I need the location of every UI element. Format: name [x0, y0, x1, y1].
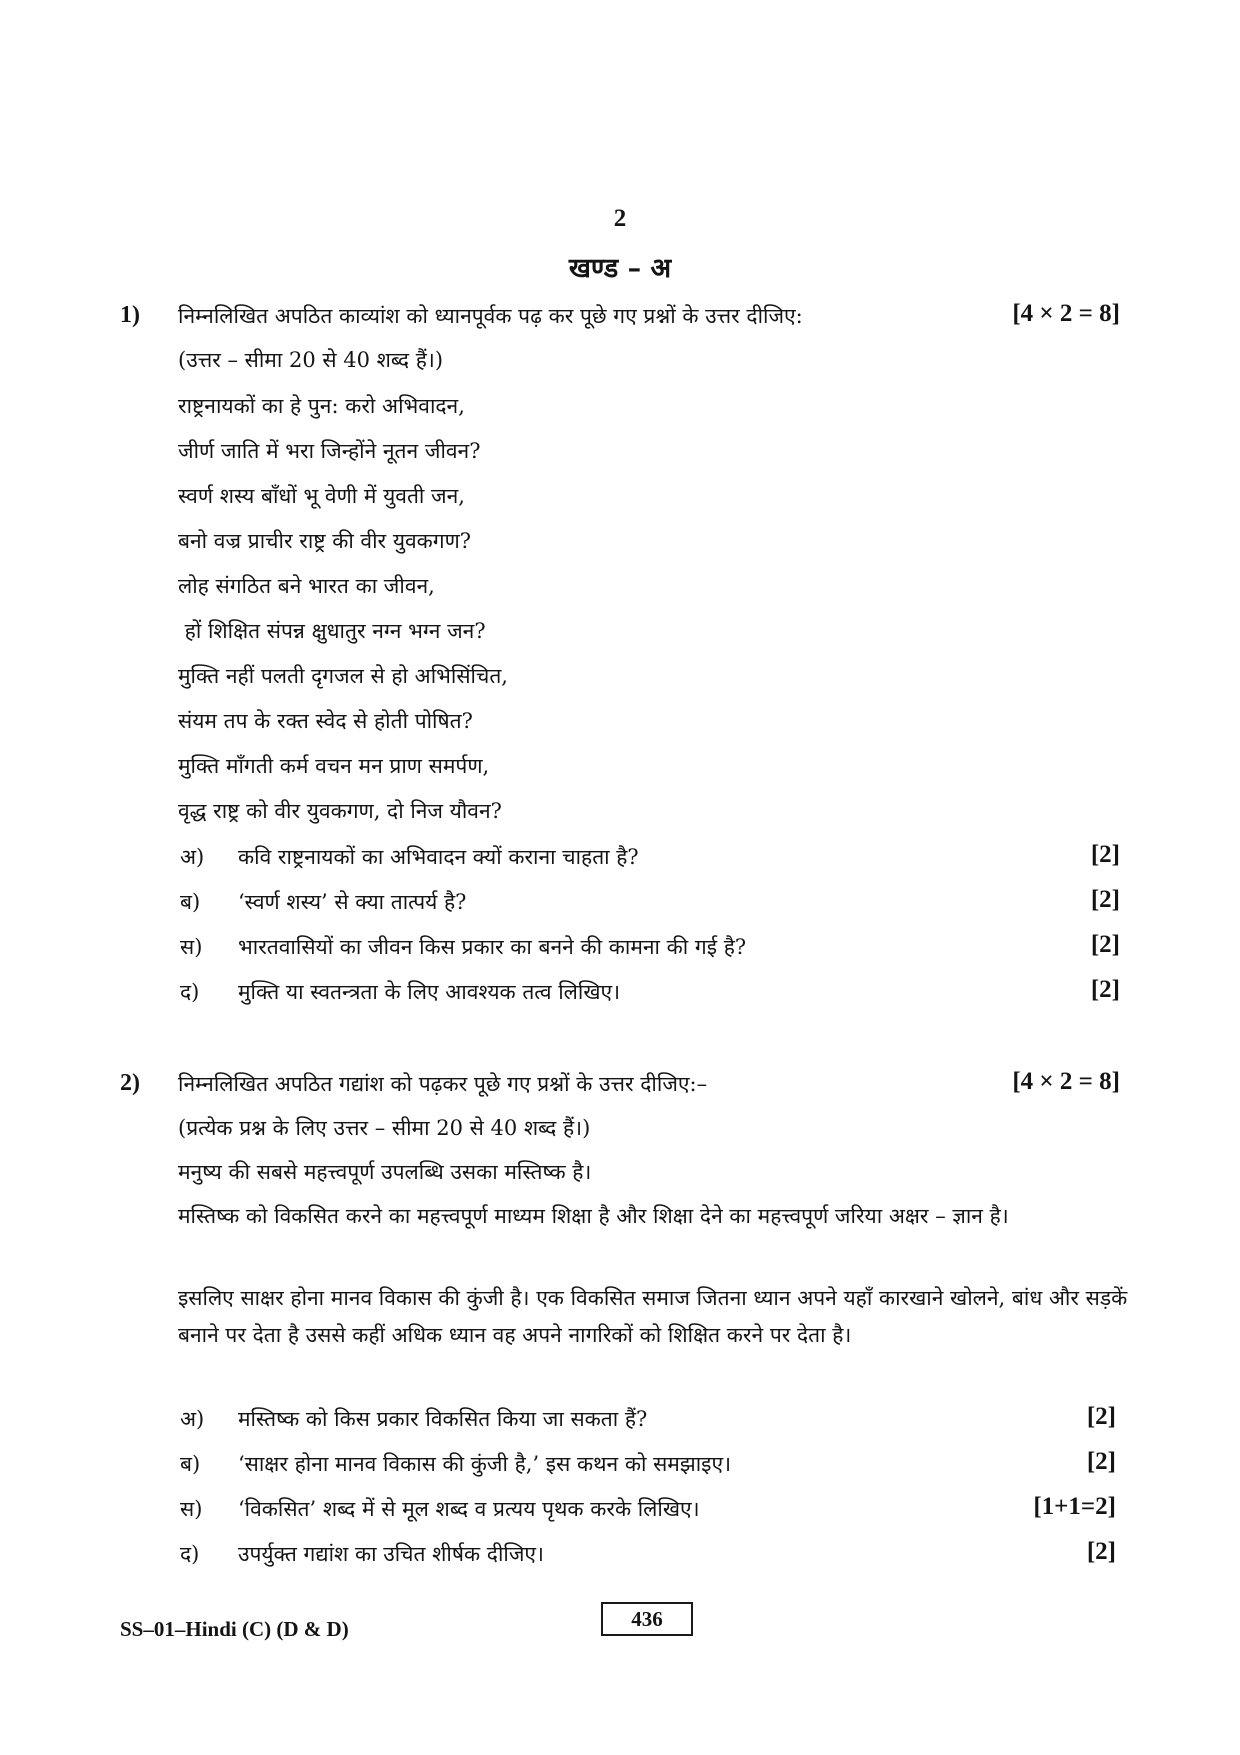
- passage-paragraph: इसलिए साक्षर होना मानव विकास की कुंजी है। एक विकसित समाज जितना ध्यान अपने यहाँ कारखाने खोलने, बांध और सड़कें बनाने पर देता है उससे कहीं अधिक ध्यान वह अपने नागरिकों को शिक्षित करने पर देता है।: [178, 1286, 1128, 1347]
- q2-word-limit: (प्रत्येक प्रश्न के लिए उत्तर – सीमा 20 से 40 शब्द हैं।): [178, 1116, 591, 1140]
- q1-sub-marks: [2]: [1090, 841, 1120, 868]
- poem-line: राष्ट्रनायकों का हे पुन: करो अभिवादन,: [178, 394, 465, 418]
- section-title: खण्ड – अ: [568, 253, 672, 284]
- printed-page-number: 436: [601, 1602, 693, 1636]
- q1-sub-marks: [2]: [1090, 931, 1120, 958]
- passage-paragraph: मस्तिष्क को विकसित करने का महत्त्वपूर्ण माध्यम शिक्षा है और शिक्षा देने का महत्त्वपूर्ण जरिया अक्षर – ज्ञान है।: [178, 1204, 1009, 1228]
- page-number: 2: [613, 205, 627, 232]
- poem-line: जीर्ण जाति में भरा जिन्होंने नूतन जीवन?: [178, 439, 481, 463]
- q2-sub-marks: [1+1=2]: [1033, 1493, 1116, 1520]
- q2-instruction: निम्नलिखित अपठित गद्यांश को पढ़कर पूछे गए प्रश्नों के उत्तर दीजिए:–: [178, 1072, 708, 1096]
- q1-sub-label: ब): [180, 890, 201, 914]
- q1-word-limit: (उत्तर – सीमा 20 से 40 शब्द हैं।): [178, 348, 444, 372]
- paper-code: SS–01–Hindi (C) (D & D): [120, 1617, 349, 1641]
- poem-line: मुक्ति माँगती कर्म वचन मन प्राण समर्पण,: [178, 754, 490, 778]
- q2-number: 2): [120, 1070, 140, 1096]
- q1-sub-marks: [2]: [1090, 886, 1120, 913]
- q1-marks: [4 × 2 = 8]: [1012, 300, 1120, 327]
- poem-line: बनो वज्र प्राचीर राष्ट्र की वीर युवकगण?: [178, 529, 472, 553]
- poem-line: संयम तप के रक्त स्वेद से होती पोषित?: [178, 709, 473, 733]
- q1-sub-label: द): [180, 980, 200, 1004]
- q1-instruction: निम्नलिखित अपठित काव्यांश को ध्यानपूर्वक पढ़ कर पूछे गए प्रश्नों के उत्तर दीजिए:: [178, 304, 803, 328]
- q1-sub-question: भारतवासियों का जीवन किस प्रकार का बनने की कामना की गई है?: [238, 935, 747, 959]
- q2-sub-label: द): [180, 1542, 200, 1566]
- q1-sub-question: ‘स्वर्ण शस्य’ से क्या तात्पर्य है?: [238, 890, 467, 914]
- q1-sub-question: मुक्ति या स्वतन्त्रता के लिए आवश्यक तत्व लिखिए।: [238, 980, 621, 1004]
- q2-sub-marks: [2]: [1086, 1448, 1116, 1475]
- q1-sub-marks: [2]: [1090, 976, 1120, 1003]
- q2-sub-label: स): [180, 1497, 203, 1521]
- q1-sub-label: अ): [180, 845, 205, 869]
- q2-sub-question: ‘विकसित’ शब्द में से मूल शब्द व प्रत्यय पृथक करके लिखिए।: [238, 1497, 700, 1521]
- q2-sub-question: उपर्युक्त गद्यांश का उचित शीर्षक दीजिए।: [238, 1542, 544, 1566]
- q2-sub-question: ‘साक्षर होना मानव विकास की कुंजी है,’ इस कथन को समझाइए।: [238, 1452, 732, 1476]
- poem-line: मुक्ति नहीं पलती दृगजल से हो अभिसिंचित,: [178, 664, 508, 688]
- q2-sub-question: मस्तिष्क को किस प्रकार विकसित किया जा सकता हैं?: [238, 1407, 648, 1431]
- poem-line: स्वर्ण शस्य बाँधों भू वेणी में युवती जन,: [178, 484, 465, 508]
- poem-line: वृद्ध राष्ट्र को वीर युवकगण, दो निज यौवन?: [178, 799, 502, 823]
- passage-paragraph: मनुष्य की सबसे महत्त्वपूर्ण उपलब्धि उसका मस्तिष्क है।: [178, 1160, 592, 1184]
- poem-line: लोह संगठित बने भारत का जीवन,: [178, 574, 435, 598]
- q1-sub-question: कवि राष्ट्रनायकों का अभिवादन क्यों कराना चाहता है?: [238, 845, 639, 869]
- q2-marks: [4 × 2 = 8]: [1012, 1068, 1120, 1095]
- q2-sub-label: अ): [180, 1407, 205, 1431]
- q2-sub-label: ब): [180, 1452, 201, 1476]
- q1-number: 1): [120, 302, 140, 328]
- q2-sub-marks: [2]: [1086, 1403, 1116, 1430]
- q1-sub-label: स): [180, 935, 203, 959]
- q2-sub-marks: [2]: [1086, 1538, 1116, 1565]
- poem-line: हों शिक्षित संपन्न क्षुधातुर नग्न भग्न जन?: [178, 619, 486, 643]
